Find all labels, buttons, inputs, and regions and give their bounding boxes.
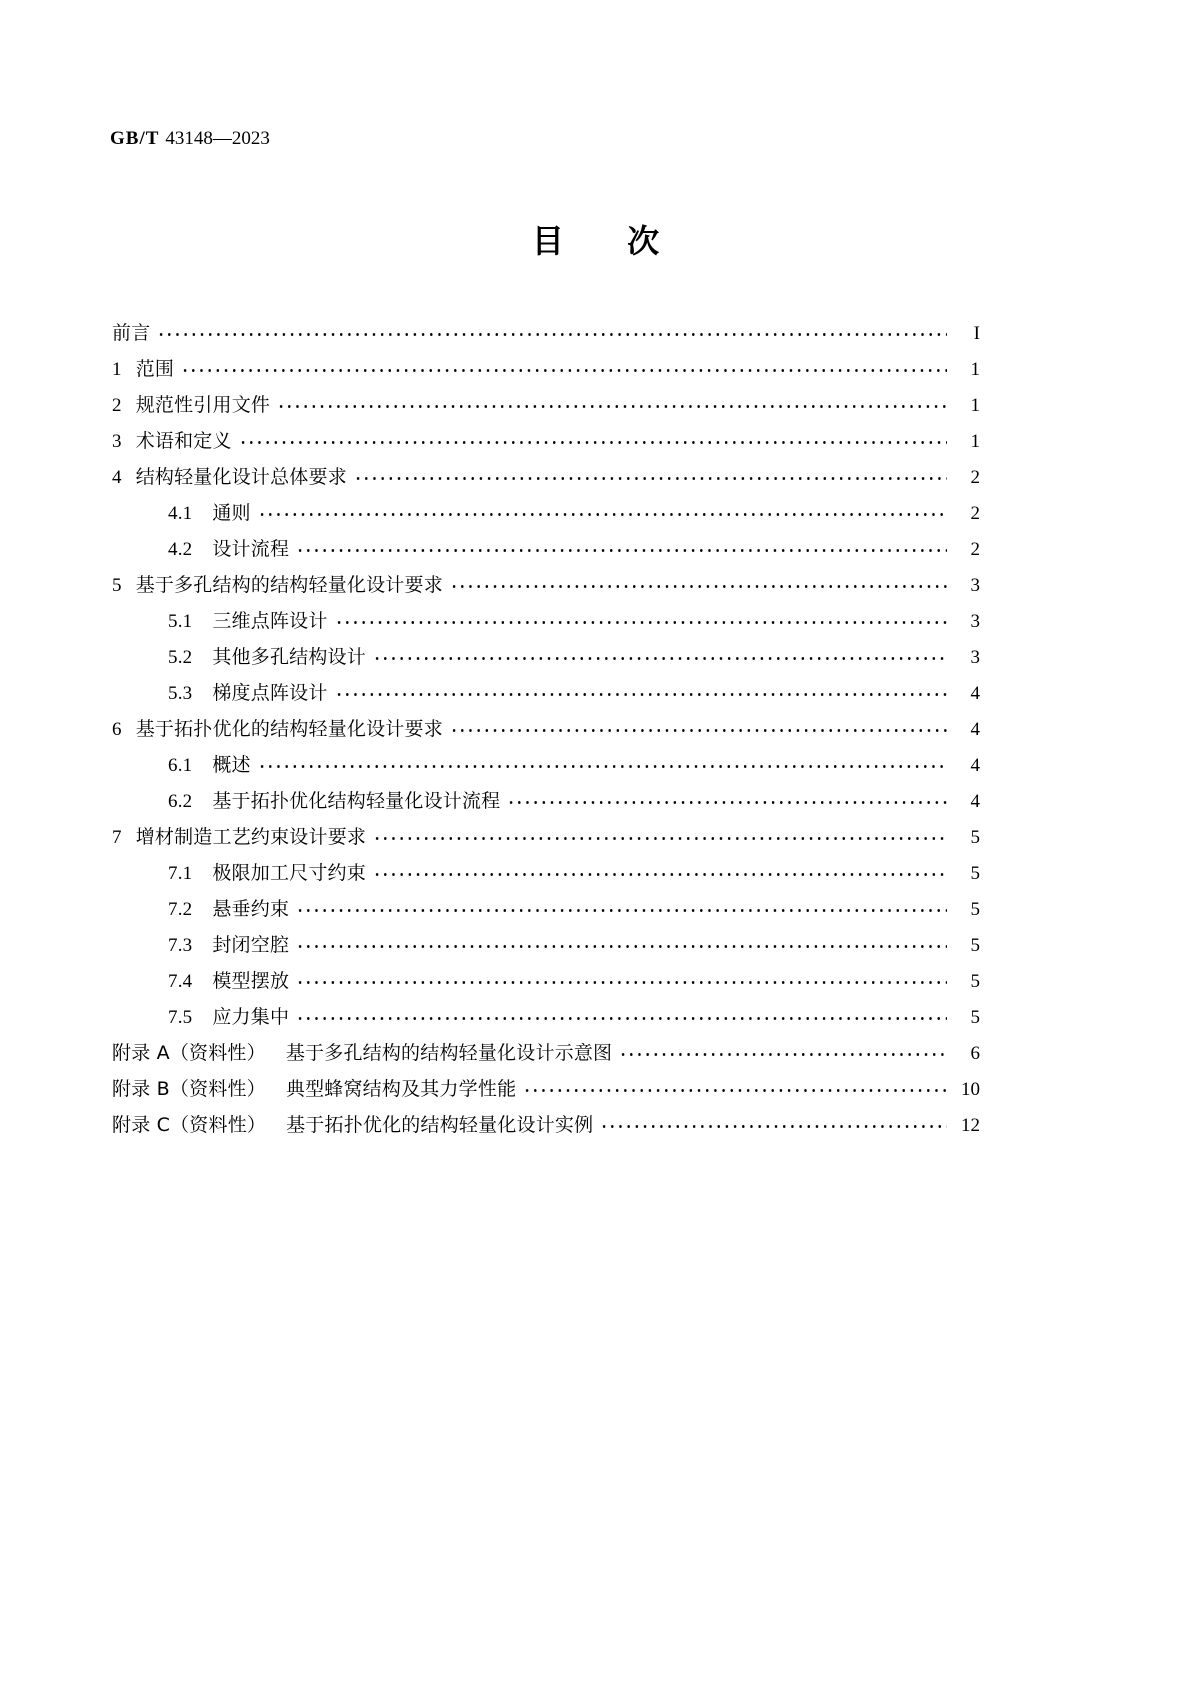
toc-leader-dots: [296, 971, 947, 989]
toc-entry[interactable]: [112, 992, 980, 1028]
toc-entry-page-number: 2: [970, 539, 980, 560]
toc-leader-dots: [523, 1079, 947, 1097]
toc-entry-page-number: 5: [970, 1007, 980, 1028]
toc-entry[interactable]: [112, 848, 980, 884]
toc-entry-page-number: 1: [970, 431, 980, 452]
toc-leader-dots: [258, 755, 947, 773]
toc-entry-title: 基于拓扑优化的结构轻量化设计要求: [135, 718, 443, 740]
toc-entry-page-number: 3: [970, 647, 980, 668]
toc-leader-dots: [373, 827, 947, 845]
toc-leader-dots: [450, 719, 947, 737]
toc-entry[interactable]: [112, 632, 980, 668]
toc-entry[interactable]: [112, 344, 980, 380]
toc-entry-title: 三维点阵设计: [212, 610, 328, 632]
toc-entry-page-number: 4: [970, 755, 980, 776]
toc-entry-label: [112, 468, 347, 488]
toc-entry-number: 1: [112, 359, 122, 380]
toc-entry-title: 术语和定义: [135, 430, 232, 452]
toc-entry[interactable]: [112, 740, 980, 776]
toc-entry-number: 6.2: [168, 791, 193, 812]
toc-entry-title: 基于多孔结构的结构轻量化设计要求: [135, 574, 443, 596]
toc-leader-dots: [600, 1115, 947, 1133]
toc-entry-number: 7.2: [168, 899, 193, 920]
toc-entry-page-number: 4: [970, 791, 980, 812]
toc-leader-dots: [296, 1007, 947, 1025]
toc-entry-number: 5.3: [168, 683, 193, 704]
toc-entry-title: 梯度点阵设计: [212, 682, 328, 704]
standard-number: 43148—2023: [165, 128, 270, 149]
toc-entry-label: [168, 684, 328, 704]
toc-entry[interactable]: [112, 920, 980, 956]
toc-entry-label: [168, 1008, 289, 1028]
toc-entry-number: 7.5: [168, 1007, 193, 1028]
toc-entry-title: 基于拓扑优化的结构轻量化设计实例: [286, 1114, 594, 1136]
toc-entry-page-number: 2: [970, 503, 980, 524]
toc-entry-number: 4: [112, 467, 122, 488]
toc-entry-title: 概述: [212, 754, 251, 776]
toc-entry[interactable]: [112, 668, 980, 704]
toc-leader-dots: [373, 647, 947, 665]
toc-leader-dots: [619, 1043, 947, 1061]
toc-entry-number: 5: [112, 575, 122, 596]
toc-entry-label: [168, 504, 251, 524]
toc-entry-number: 6: [112, 719, 122, 740]
toc-entry[interactable]: [112, 704, 980, 740]
toc-leader-dots: [296, 935, 947, 953]
toc-entry[interactable]: [112, 1064, 980, 1100]
toc-entry-number: 5.2: [168, 647, 193, 668]
toc-entry-title: 增材制造工艺约束设计要求: [135, 826, 367, 848]
toc-entry-label: [112, 432, 232, 452]
toc-entry-title: 前言: [112, 322, 151, 344]
toc-entry-label: [168, 612, 328, 632]
toc-entry-title: 其他多孔结构设计: [212, 646, 366, 668]
toc-entry-page-number: 12: [961, 1115, 980, 1136]
toc-entry-title: 基于多孔结构的结构轻量化设计示意图: [285, 1042, 613, 1064]
toc-entry-page-number: 5: [970, 899, 980, 920]
toc-entry-number: 3: [112, 431, 122, 452]
toc-entry-title: 应力集中: [212, 1006, 290, 1028]
toc-entry-number: 2: [112, 395, 122, 416]
toc-entry[interactable]: [112, 416, 980, 452]
toc-leader-dots: [277, 395, 947, 413]
toc-entry-title: 典型蜂窝结构及其力学性能: [285, 1078, 517, 1100]
toc-leader-dots: [296, 899, 947, 917]
toc-entry-page-number: 1: [970, 395, 980, 416]
toc-entry-label: [168, 864, 366, 884]
toc-entry-page-number: I: [973, 323, 980, 344]
toc-entry-page-number: 6: [970, 1043, 980, 1064]
toc-entry[interactable]: [112, 308, 980, 344]
toc-entry[interactable]: [112, 488, 980, 524]
toc-entry-page-number: 1: [970, 359, 980, 380]
toc-entry-label: [112, 324, 150, 344]
toc-entry-label: [168, 936, 289, 956]
toc-entry-label: [112, 828, 366, 848]
toc-entry-label: [168, 648, 366, 668]
toc-entry-label: [112, 1116, 593, 1136]
toc-entry-number: 4.1: [168, 503, 193, 524]
toc-entry[interactable]: [112, 1028, 980, 1064]
toc-entry-label: [168, 900, 289, 920]
toc-entry-number: 6.1: [168, 755, 193, 776]
toc-leader-dots: [450, 575, 947, 593]
toc-leader-dots: [335, 611, 947, 629]
toc-entry-label: [112, 1080, 516, 1100]
toc-entry[interactable]: [112, 452, 980, 488]
toc-entry-number: 5.1: [168, 611, 193, 632]
toc-leader-dots: [181, 359, 947, 377]
toc-entry[interactable]: [112, 956, 980, 992]
standard-prefix: GB/T: [110, 128, 160, 149]
toc-entry[interactable]: [112, 560, 980, 596]
toc-entry-number: 4.2: [168, 539, 193, 560]
toc-entry-page-number: 5: [970, 827, 980, 848]
toc-entry[interactable]: [112, 380, 980, 416]
toc-entry[interactable]: [112, 524, 980, 560]
toc-entry-title: 规范性引用文件: [135, 394, 271, 416]
toc-entry-page-number: 5: [970, 863, 980, 884]
toc-entry[interactable]: [112, 596, 980, 632]
toc-entry-title: 封闭空腔: [212, 934, 290, 956]
toc-entry-page-number: 10: [961, 1079, 980, 1100]
toc-entry[interactable]: [112, 812, 980, 848]
toc-entry-number: 附录 B（资料性）: [112, 1078, 266, 1100]
toc-entry-title: 基于拓扑优化结构轻量化设计流程: [212, 790, 501, 812]
toc-entry-label: [112, 576, 443, 596]
toc-entry-page-number: 4: [970, 719, 980, 740]
toc-entry-title: 设计流程: [212, 538, 290, 560]
toc-entry-page-number: 5: [970, 971, 980, 992]
toc-entry-title: 极限加工尺寸约束: [212, 862, 366, 884]
toc-entry-title: 通则: [212, 502, 251, 524]
toc-entry-number: 7.4: [168, 971, 193, 992]
toc-entry-title: 结构轻量化设计总体要求: [135, 466, 347, 488]
toc-leader-dots: [507, 791, 947, 809]
toc-entry-page-number: 4: [970, 683, 980, 704]
toc-entry[interactable]: [112, 1100, 980, 1136]
toc-entry-number: 7: [112, 827, 122, 848]
toc-entry-number: 附录 A（资料性）: [112, 1042, 266, 1064]
page-title: 目 次: [531, 222, 686, 260]
toc-leader-dots: [354, 467, 947, 485]
toc-entry-label: [112, 360, 174, 380]
toc-entry-label: [112, 720, 443, 740]
table-of-contents: [112, 308, 980, 1136]
toc-leader-dots: [258, 503, 947, 521]
toc-leader-dots: [373, 863, 947, 881]
toc-leader-dots: [157, 323, 947, 341]
toc-entry-label: [112, 396, 270, 416]
toc-entry-label: [168, 972, 289, 992]
toc-entry-page-number: 3: [970, 575, 980, 596]
toc-entry-title: 悬垂约束: [212, 898, 290, 920]
toc-entry-number: 7.3: [168, 935, 193, 956]
toc-leader-dots: [296, 539, 947, 557]
toc-entry-number: 附录 C（资料性）: [112, 1114, 267, 1136]
toc-entry-page-number: 2: [970, 467, 980, 488]
toc-entry-label: [112, 1044, 612, 1064]
toc-leader-dots: [335, 683, 947, 701]
toc-entry-label: [168, 792, 500, 812]
standard-number-header: [110, 128, 270, 150]
toc-leader-dots: [239, 431, 947, 449]
toc-entry[interactable]: [112, 884, 980, 920]
toc-entry-title: 范围: [135, 358, 175, 380]
toc-entry-page-number: 3: [970, 611, 980, 632]
toc-entry-number: 7.1: [168, 863, 193, 884]
toc-entry-title: 模型摆放: [212, 970, 290, 992]
toc-entry-page-number: 5: [970, 935, 980, 956]
toc-entry-label: [168, 756, 251, 776]
toc-entry-label: [168, 540, 289, 560]
toc-entry[interactable]: [112, 776, 980, 812]
